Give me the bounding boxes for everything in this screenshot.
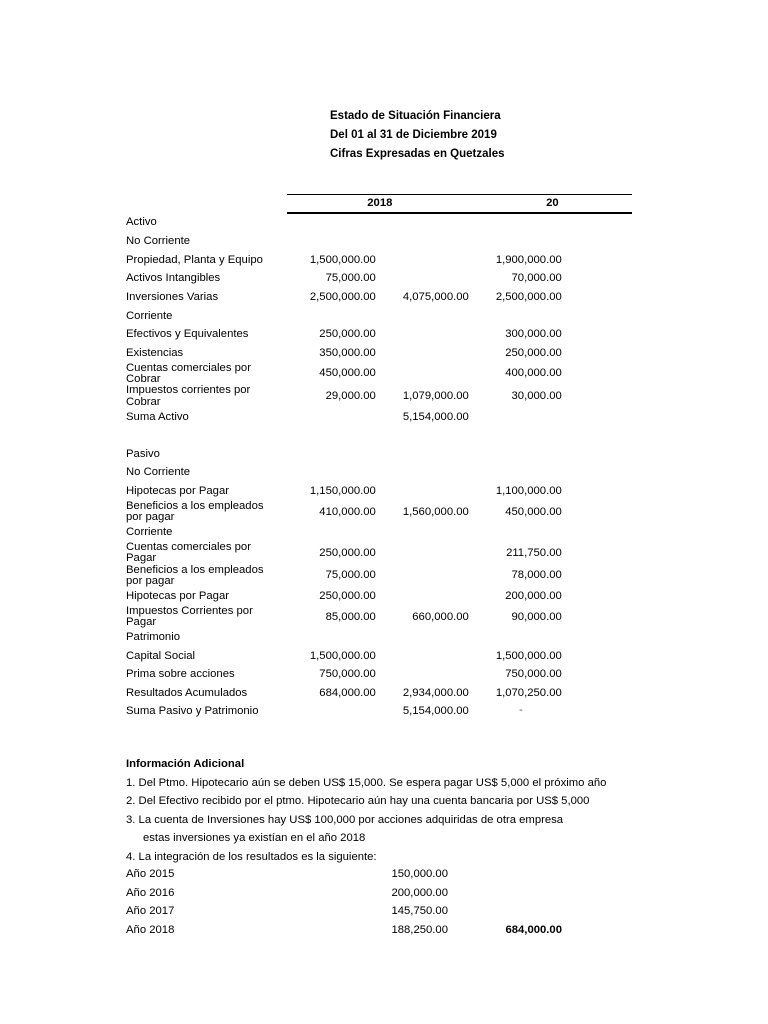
- cell-2018-detail: 684,000.00: [319, 686, 376, 699]
- table-row: [122, 666, 632, 685]
- cell-2018-detail: 750,000.00: [319, 668, 376, 681]
- cell-2019-total: [566, 251, 632, 270]
- cell-2019-detail: [473, 427, 566, 446]
- table-row: [122, 587, 632, 606]
- cell-2018-total: [380, 213, 473, 233]
- table-row: [122, 565, 632, 588]
- cell-2018-detail: 1,150,000.00: [309, 484, 376, 497]
- cell-2018-detail: 1,500,000.00: [309, 649, 376, 662]
- table-row: [122, 326, 632, 345]
- cell-2018-total: 1,079,000.00: [402, 389, 469, 402]
- table-row: [122, 464, 632, 483]
- cell-2018-detail: [287, 408, 380, 427]
- additional-info-heading: Información Adicional: [126, 758, 245, 770]
- table-row: [122, 684, 632, 703]
- breakdown-total: [466, 865, 562, 884]
- table-row: [122, 501, 632, 524]
- cell-2019-total: [566, 666, 632, 685]
- cell-2019-detail: [473, 628, 566, 647]
- cell-2019-detail: 750,000.00: [505, 668, 562, 681]
- cell-2019-total: [566, 326, 632, 345]
- cell-2019-total: [566, 427, 632, 446]
- cell-2018-total: [380, 363, 473, 386]
- table-row: [122, 482, 632, 501]
- row-label: Corriente: [126, 526, 173, 539]
- table-row: [122, 288, 632, 307]
- cell-2019-total: [566, 307, 632, 326]
- cell-2018-detail: [287, 213, 380, 233]
- cell-2019-total: [566, 647, 632, 666]
- additional-info-note-4: 4. La integración de los resultados es la siguiente:: [126, 850, 377, 863]
- breakdown-total: 684,000.00: [505, 924, 562, 937]
- table-row: [122, 703, 632, 722]
- cell-2018-detail: [287, 703, 380, 722]
- cell-2019-total: [566, 233, 632, 252]
- additional-info-note-3-cont: estas inversiones ya existían en el año 2018: [143, 832, 366, 845]
- cell-2019-detail: 450,000.00: [505, 505, 562, 518]
- breakdown-total: [466, 884, 562, 903]
- breakdown-total: [466, 902, 562, 921]
- cell-2019-detail: [473, 524, 566, 543]
- cell-2018-total: [380, 427, 473, 446]
- cell-2018-total: [380, 542, 473, 565]
- cell-2019-total: [566, 542, 632, 565]
- cell-2019-detail: [473, 233, 566, 252]
- breakdown-gap: [448, 902, 466, 921]
- table-row: [122, 445, 632, 464]
- row-label: No Corriente: [126, 466, 191, 479]
- table-row: [122, 606, 632, 629]
- cell-2019-total: [566, 385, 632, 408]
- row-label: Resultados Acumulados: [126, 686, 248, 699]
- cell-2019-total: [566, 363, 632, 386]
- row-label: Existencias: [126, 346, 184, 359]
- cell-2019-total: [566, 703, 632, 722]
- cell-2019-detail: 70,000.00: [511, 272, 562, 285]
- cell-2019-total: [566, 587, 632, 606]
- table-row: [122, 213, 632, 233]
- cell-2018-total: [380, 464, 473, 483]
- cell-2019-detail: 1,500,000.00: [495, 649, 562, 662]
- row-label: Pasivo: [126, 447, 160, 460]
- cell-2019-total: [566, 606, 632, 629]
- row-label: Hipotecas por Pagar: [126, 484, 229, 497]
- cell-2019-total: [566, 445, 632, 464]
- table-row: [122, 542, 632, 565]
- cell-2018-total: [380, 587, 473, 606]
- cell-2018-detail: 2,500,000.00: [309, 291, 376, 304]
- row-label: Cuentas comerciales por Cobrar: [126, 361, 251, 386]
- results-breakdown-body: [126, 865, 562, 939]
- cell-2018-detail: [287, 524, 380, 543]
- row-label: No Corriente: [126, 235, 191, 248]
- cell-2018-detail: 450,000.00: [319, 367, 376, 380]
- header-year-2018: 2018: [287, 195, 473, 214]
- cell-2018-detail: 250,000.00: [319, 589, 376, 602]
- cell-2019-total: [566, 464, 632, 483]
- additional-info-note-2: 2. Del Efectivo recibido por el ptmo. Hipotecario aún hay una cuenta bancaria por US$ 5,000: [126, 795, 590, 808]
- cell-2018-detail: 75,000.00: [325, 272, 376, 285]
- cell-2018-total: 4,075,000.00: [402, 291, 469, 304]
- cell-2018-detail: [287, 233, 380, 252]
- table-row: [122, 427, 632, 446]
- cell-2019-detail: 1,100,000.00: [495, 484, 562, 497]
- cell-2019-detail: 90,000.00: [511, 610, 562, 623]
- cell-2019-total: [566, 628, 632, 647]
- cell-2018-detail: [287, 464, 380, 483]
- cell-2019-total: [566, 288, 632, 307]
- cell-2018-detail: [287, 628, 380, 647]
- table-row: [122, 408, 632, 427]
- cell-2019-detail: 400,000.00: [505, 367, 562, 380]
- cell-2019-detail: [473, 213, 566, 233]
- cell-2018-total: [380, 270, 473, 289]
- table-row: [122, 628, 632, 647]
- dash-mark: -: [519, 704, 523, 716]
- cell-2019-total: [566, 684, 632, 703]
- cell-2018-detail: [287, 427, 380, 446]
- cell-2019-detail: 200,000.00: [505, 589, 562, 602]
- additional-information: [126, 755, 606, 867]
- results-breakdown-table: [126, 865, 562, 939]
- cell-2018-total: [380, 524, 473, 543]
- cell-2018-detail: 350,000.00: [319, 346, 376, 359]
- cell-2018-detail: [287, 307, 380, 326]
- cell-2018-detail: 410,000.00: [319, 505, 376, 518]
- results-breakdown-row: [126, 884, 562, 903]
- results-breakdown-row: [126, 921, 562, 940]
- breakdown-gap: [448, 921, 466, 940]
- breakdown-gap: [448, 884, 466, 903]
- cell-2019-detail: 250,000.00: [505, 346, 562, 359]
- row-label: Impuestos Corrientes por Pagar: [126, 604, 253, 629]
- cell-2019-detail: 1,900,000.00: [495, 253, 562, 266]
- statement-title: [330, 107, 505, 164]
- cell-2019-detail: 211,750.00: [506, 546, 562, 559]
- breakdown-amount: 145,750.00: [391, 905, 448, 918]
- header-blank-cell: [122, 195, 287, 214]
- table-row: [122, 385, 632, 408]
- cell-2018-detail: 250,000.00: [319, 546, 376, 559]
- cell-2018-detail: 1,500,000.00: [309, 253, 376, 266]
- row-label: Propiedad, Planta y Equipo: [126, 253, 263, 266]
- cell-2018-total: 660,000.00: [412, 610, 469, 623]
- cell-2019-total: [566, 524, 632, 543]
- cell-2018-total: [380, 628, 473, 647]
- results-breakdown-row: [126, 902, 562, 921]
- row-label: Suma Activo: [126, 410, 189, 423]
- breakdown-amount: 150,000.00: [391, 868, 448, 881]
- row-label: Activo: [126, 216, 157, 229]
- table-row: [122, 344, 632, 363]
- table-row: [122, 307, 632, 326]
- row-label: Efectivos y Equivalentes: [126, 328, 249, 341]
- additional-info-note-1: 1. Del Ptmo. Hipotecario aún se deben US$ 15,000. Se espera pagar US$ 5,000 el próximo año: [126, 776, 607, 789]
- table-header-row: [122, 195, 632, 214]
- row-label: Suma Pasivo y Patrimonio: [126, 705, 259, 718]
- row-label: [122, 427, 287, 446]
- title-line-2: Del 01 al 31 de Diciembre 2019: [330, 129, 497, 141]
- cell-2019-detail: [473, 464, 566, 483]
- cell-2018-total: 5,154,000.00: [402, 410, 469, 423]
- title-line-1: Estado de Situación Financiera: [330, 110, 501, 122]
- results-breakdown-row: [126, 865, 562, 884]
- table-row: [122, 270, 632, 289]
- breakdown-year-label: Año 2017: [126, 905, 175, 918]
- breakdown-amount: 200,000.00: [391, 886, 448, 899]
- row-label: Hipotecas por Pagar: [126, 589, 229, 602]
- cell-2019-total: [566, 565, 632, 588]
- cell-2018-total: [380, 251, 473, 270]
- cell-2019-detail: 1,070,250.00: [495, 686, 562, 699]
- row-label: Prima sobre acciones: [126, 668, 235, 681]
- row-label: Impuestos corrientes por Cobrar: [126, 384, 251, 408]
- cell-2019-detail: [473, 408, 566, 427]
- cell-2019-detail: [473, 307, 566, 326]
- row-label: Corriente: [126, 309, 173, 322]
- cell-2018-detail: 250,000.00: [319, 328, 376, 341]
- cell-2019-detail: 30,000.00: [511, 389, 562, 402]
- additional-info-note-3: 3. La cuenta de Inversiones hay US$ 100,000 por acciones adquiridas de otra empresa: [126, 813, 564, 826]
- cell-2019-total: [566, 213, 632, 233]
- breakdown-gap: [448, 865, 466, 884]
- title-line-3: Cifras Expresadas en Quetzales: [330, 148, 505, 160]
- cell-2019-total: [566, 270, 632, 289]
- financial-statement-table: [122, 194, 632, 721]
- breakdown-year-label: Año 2018: [126, 924, 175, 937]
- cell-2019-total: [566, 408, 632, 427]
- row-label: Cuentas comerciales por Pagar: [126, 541, 251, 565]
- table-row: [122, 363, 632, 386]
- row-label: Patrimonio: [126, 631, 180, 644]
- breakdown-year-label: Año 2016: [126, 886, 175, 899]
- cell-2018-total: 5,154,000.00: [402, 705, 469, 718]
- cell-2019-detail: [473, 445, 566, 464]
- table-row: [122, 524, 632, 543]
- breakdown-amount: 188,250.00: [391, 924, 448, 937]
- row-label: Capital Social: [126, 649, 196, 662]
- cell-2018-detail: [287, 445, 380, 464]
- cell-2019-total: [566, 501, 632, 524]
- cell-2018-total: [380, 666, 473, 685]
- cell-2018-total: [380, 445, 473, 464]
- statement-body: [122, 195, 632, 722]
- cell-2019-total: [566, 482, 632, 501]
- row-label: Inversiones Varias: [126, 291, 219, 304]
- cell-2019-total: [566, 344, 632, 363]
- breakdown-year-label: Año 2015: [126, 868, 175, 881]
- cell-2019-detail: 78,000.00: [511, 569, 562, 582]
- cell-2019-detail: 2,500,000.00: [495, 291, 562, 304]
- cell-2018-total: [380, 647, 473, 666]
- row-label: Activos Intangibles: [126, 272, 221, 285]
- table-row: [122, 647, 632, 666]
- table-row: [122, 251, 632, 270]
- cell-2018-detail: 85,000.00: [325, 610, 376, 623]
- cell-2018-total: 2,934,000.00: [402, 686, 469, 699]
- cell-2018-total: [380, 565, 473, 588]
- cell-2018-detail: 75,000.00: [325, 569, 376, 582]
- table-row: [122, 233, 632, 252]
- cell-2018-total: 1,560,000.00: [402, 505, 469, 518]
- cell-2018-total: [380, 307, 473, 326]
- cell-2018-total: [380, 326, 473, 345]
- cell-2018-total: [380, 482, 473, 501]
- cell-2018-total: [380, 233, 473, 252]
- cell-2019-detail: 300,000.00: [505, 328, 562, 341]
- cell-2018-total: [380, 344, 473, 363]
- row-label: Beneficios a los empleados por pagar: [126, 499, 264, 524]
- row-label: Beneficios a los empleados por pagar: [126, 563, 264, 587]
- cell-2018-detail: 29,000.00: [325, 389, 376, 402]
- header-year-2019: 20: [473, 195, 632, 214]
